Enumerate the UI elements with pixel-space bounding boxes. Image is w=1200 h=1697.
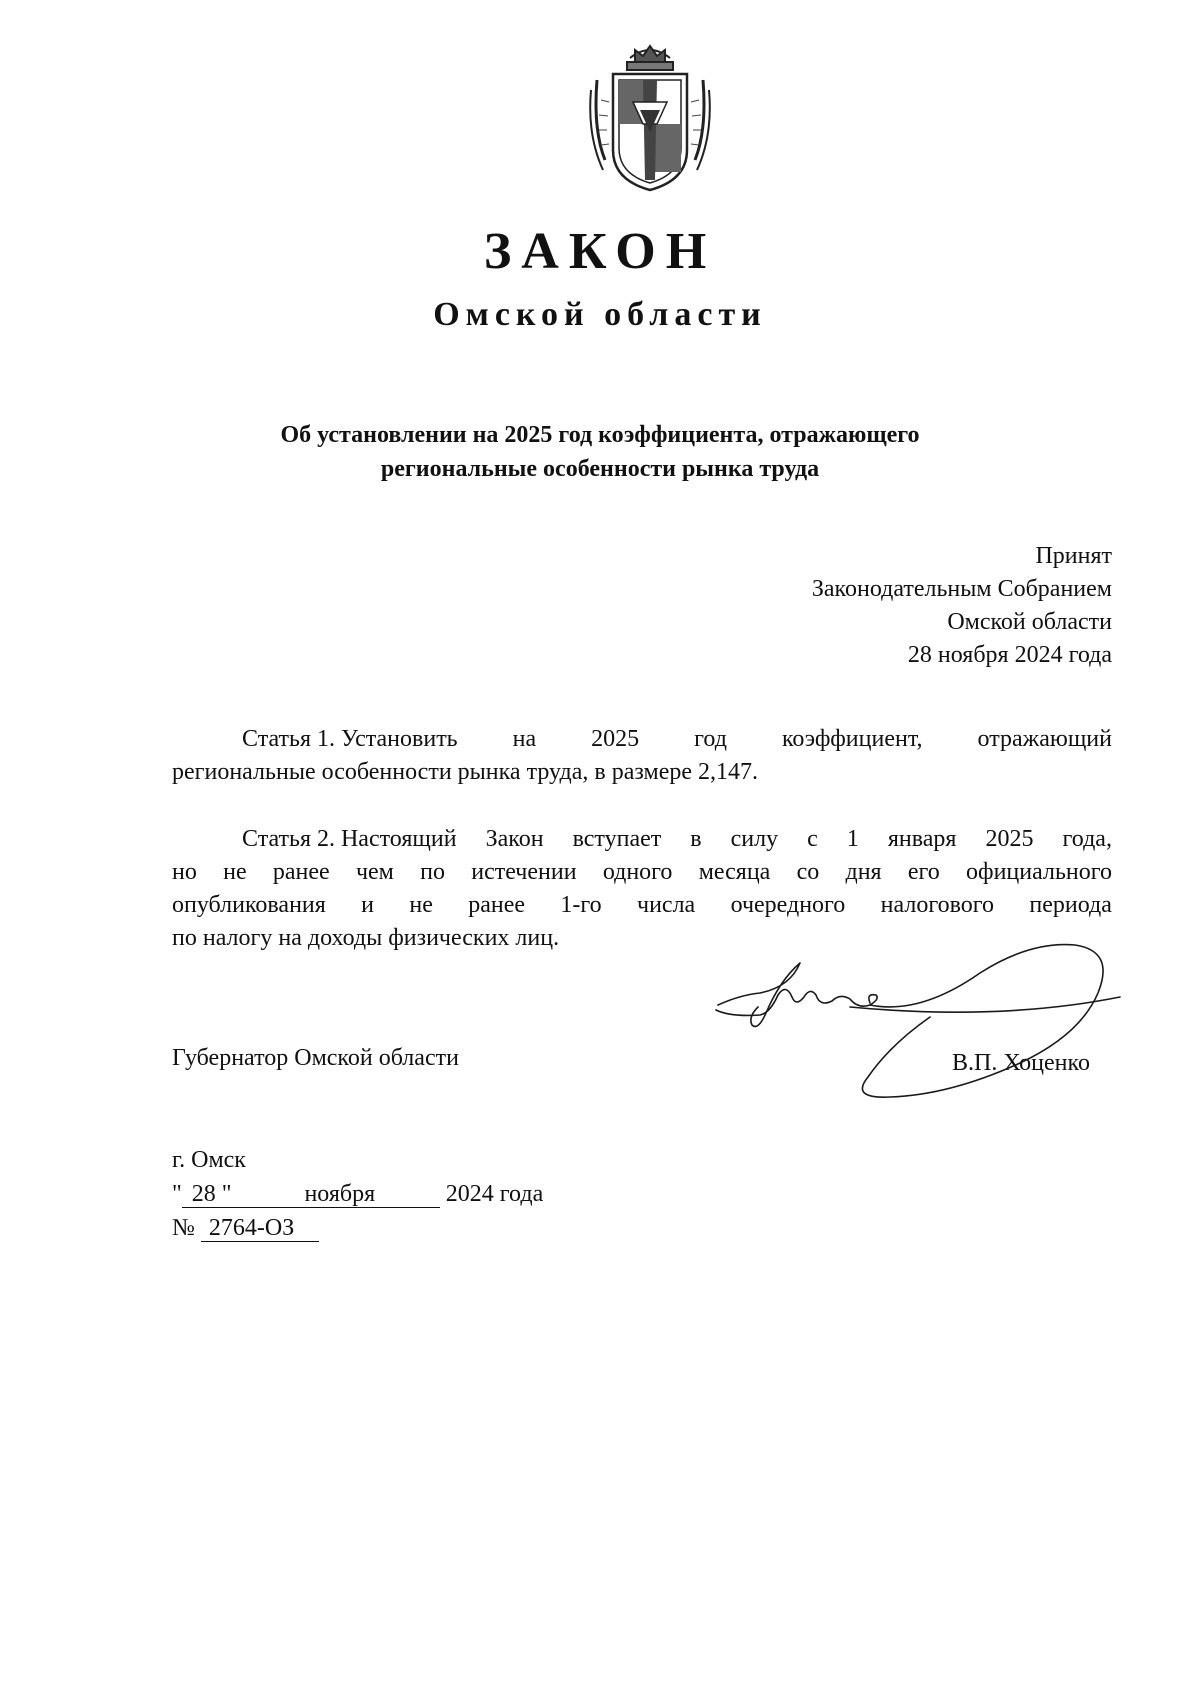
word: и: [361, 892, 374, 918]
word: силу: [730, 826, 779, 852]
adoption-line: Омской области: [947, 609, 1112, 635]
word: одного: [602, 859, 673, 885]
date-day: [182, 1181, 240, 1208]
article-line: [172, 823, 1112, 856]
word: дня: [845, 859, 882, 885]
word: очередного: [730, 892, 846, 918]
word: истечении: [471, 859, 577, 885]
law-subject: [170, 418, 1030, 486]
word: коэффициент,: [781, 726, 923, 752]
date-year: 2024 года: [439, 1181, 544, 1207]
law-title: ЗАКОН: [483, 223, 717, 280]
word: с: [807, 826, 818, 852]
date-month: ноября: [240, 1181, 440, 1208]
article-line: [172, 856, 1112, 889]
word: по: [420, 859, 445, 885]
law-number: [172, 1215, 319, 1242]
signatory-position: Губернатор Омской области: [172, 1045, 459, 1071]
adoption-block: [812, 540, 1112, 672]
word: в: [690, 826, 702, 852]
word: не: [223, 859, 247, 885]
omsk-coat-of-arms-icon: [585, 40, 715, 195]
word: но: [172, 859, 197, 885]
word: официального: [966, 859, 1112, 885]
law-region: Омской области: [433, 296, 767, 333]
word: периода: [1029, 892, 1112, 918]
adoption-line: Законодательным Собранием: [811, 576, 1112, 602]
word: налогового: [880, 892, 995, 918]
article-line: региональные особенности рынка труда, в размере 2,147.: [172, 759, 759, 785]
quote-mark: ": [221, 1181, 232, 1207]
signatory-name: В.П. Хоценко: [952, 1050, 1090, 1076]
handwritten-signature: [700, 935, 1140, 1135]
place-of-signing: г. Омск: [172, 1147, 246, 1173]
word: 1-го: [560, 892, 602, 918]
subject-line: Об установлении на 2025 год коэффициента, отражающего: [280, 422, 920, 448]
signing-date: [172, 1181, 543, 1208]
word: месяца: [698, 859, 771, 885]
word: января: [887, 826, 957, 852]
word: год: [694, 726, 727, 752]
number-sign: №: [172, 1215, 201, 1241]
adoption-line: 28 ноября 2024 года: [907, 642, 1112, 668]
word: Закон: [485, 826, 544, 852]
article-1: [172, 723, 1112, 789]
word: 2025: [985, 826, 1034, 852]
date-day-value: 28: [191, 1181, 222, 1207]
word: на: [512, 726, 537, 752]
word: года,: [1062, 826, 1112, 852]
law-number-value: 2764-ОЗ: [201, 1215, 319, 1242]
word: чем: [355, 859, 394, 885]
word: со: [796, 859, 820, 885]
article-line: [172, 723, 1112, 756]
word: Статья 2. Настоящий: [242, 826, 457, 852]
word: ранее: [272, 859, 330, 885]
word: 1: [846, 826, 859, 852]
word: Статья 1. Установить: [242, 726, 458, 752]
article-line: по налогу на доходы физических лиц.: [172, 925, 560, 951]
adoption-line: Принят: [1035, 543, 1112, 569]
word: опубликования: [172, 892, 326, 918]
word: его: [907, 859, 940, 885]
article-line: [172, 889, 1112, 922]
subject-line: региональные особенности рынка труда: [380, 456, 820, 482]
word: отражающий: [977, 726, 1112, 752]
word: не: [409, 892, 433, 918]
word: вступает: [572, 826, 662, 852]
quote-mark: ": [172, 1181, 182, 1207]
word: ранее: [468, 892, 526, 918]
word: числа: [637, 892, 696, 918]
word: 2025: [591, 726, 640, 752]
